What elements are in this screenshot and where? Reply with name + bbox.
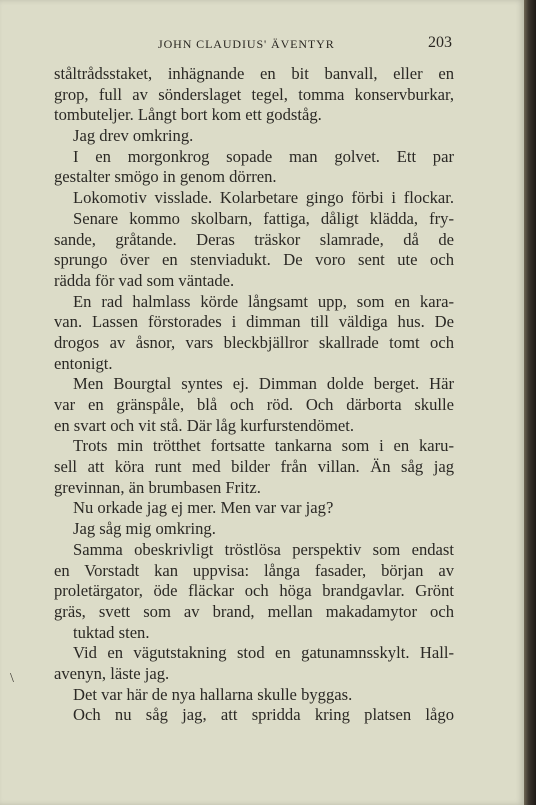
text-line: tombuteljer. Långt bort kom ett godståg.	[54, 105, 322, 125]
text-line: Senare kommo skolbarn, fattiga, dåligt klädda, fry-	[73, 208, 454, 228]
text-line: entonigt.	[54, 353, 113, 373]
text-line: sprungo över en stenviadukt. De voro sent ute och	[54, 250, 454, 270]
text-line: var en gränspåle, blå och röd. Och därborta skulle	[54, 395, 454, 414]
running-head: JOHN CLAUDIUS' ÄVENTYR	[158, 37, 335, 51]
text-line: Jag såg mig omkring.	[73, 519, 216, 539]
margin-mark: \	[10, 671, 14, 686]
text-line: Samma obeskrivligt tröstlösa perspektiv som endast	[73, 539, 454, 559]
text-line: grevinnan, än brumbasen Fritz.	[54, 477, 261, 497]
text-line: Vid en vägutstakning stod en gatunamnsskylt. Hall-	[73, 643, 454, 663]
text-line: Och nu såg jag, att spridda kring platsen lågo	[73, 705, 454, 725]
text-line: En rad halmlass körde långsamt upp, som en kara-	[73, 291, 454, 311]
page-number: 203	[428, 34, 452, 51]
text-line: proletärgator, öde fläckar och höga brandgavlar. Grönt	[54, 581, 454, 601]
book-edge	[524, 0, 536, 805]
body-text	[54, 64, 454, 726]
text-line: gestalter smögo in genom dörren.	[54, 167, 277, 187]
text-line: grop, full av sönderslaget tegel, tomma konservburkar,	[54, 84, 454, 104]
text-line: en svart och vit stå. Där låg kurfurstendömet.	[54, 415, 354, 435]
text-line: Det var här de nya hallarna skulle byggas.	[73, 684, 353, 704]
text-line: tuktad sten.	[73, 622, 150, 642]
page-header	[54, 34, 454, 56]
text-line: sande, gråtande. Deras träskor slamrade, då de	[54, 229, 454, 249]
text-line: gräs, svett som av brand, mellan makadamytor och	[54, 601, 454, 621]
text-line: avenyn, läste jag.	[54, 663, 170, 683]
text-line: I en morgonkrog sopade man golvet. Ett par	[73, 146, 454, 166]
text-line: Jag drev omkring.	[73, 126, 194, 146]
text-line: ståltrådsstaket, inhägnande en bit banvall, eller en	[54, 64, 454, 83]
text-line: Men Bourgtal syntes ej. Dimman dolde berget. Här	[73, 374, 454, 394]
text-line: rädda för vad som väntade.	[54, 270, 235, 290]
text-line: Trots min trötthet fortsatte tankarna som i en karu-	[73, 436, 454, 456]
text-line: sell att köra runt med bilder från villan. Än såg jag	[54, 457, 454, 477]
text-line: Lokomotiv visslade. Kolarbetare gingo förbi i flockar.	[73, 188, 454, 208]
text-line: drogos av åsnor, vars bleckbjällror skallrade tomt och	[54, 332, 454, 352]
text-line: Nu orkade jag ej mer. Men var var jag?	[73, 498, 334, 518]
text-line: van. Lassen förstorades i dimman till väldiga hus. De	[54, 312, 454, 332]
text-line: en Vorstadt kan uppvisa: långa fasader, början av	[54, 560, 454, 580]
